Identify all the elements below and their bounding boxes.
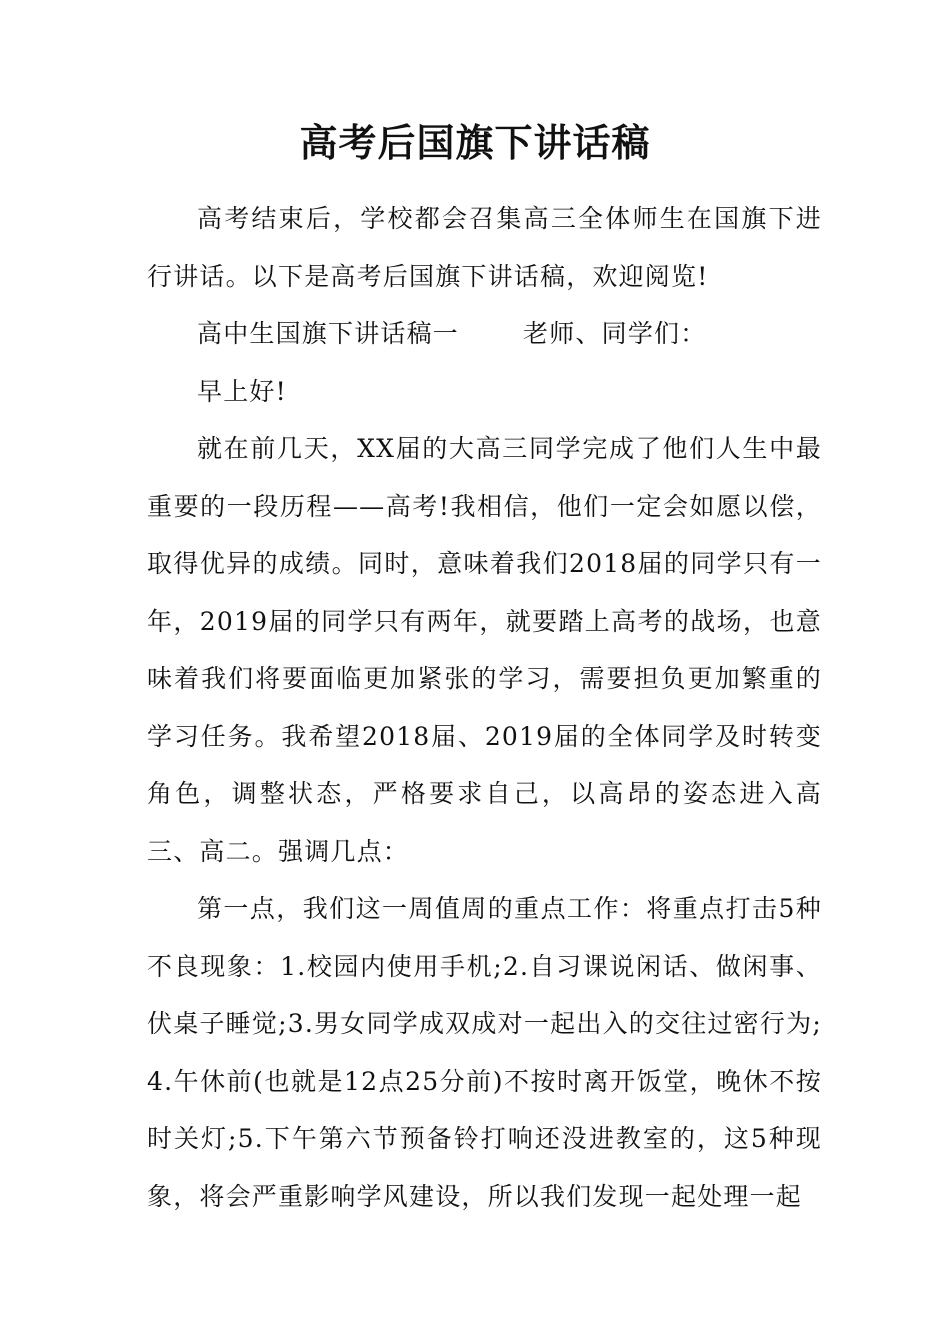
intro-paragraph: 高考结束后，学校都会召集高三全体师生在国旗下进行讲话。以下是高考后国旗下讲话稿，欢迎阅览! [147, 204, 822, 291]
heading-line [147, 305, 822, 363]
greeting-paragraph: 早上好! [197, 376, 287, 406]
document-body [147, 190, 822, 1225]
section-title: 高中生国旗下讲话稿一 [197, 319, 460, 348]
body-paragraph-1: 就在前几天，XX届的大高三同学完成了他们人生中最重要的一段历程——高考!我相信，他们一定会如愿以偿，取得优异的成绩。同时，意味着我们2018届的同学只有一年，2019届的同学只有两年，就要踏上高考的战场，也意味着我们将要面临更加紧张的学习，需要担负更加繁重的学习任务。我希望2018届、2019届的全体同学及时转变角色，调整状态，严格要求自己，以高昂的姿态进入高三、高二。强调几点： [147, 434, 822, 866]
salutation: 老师、同学们： [523, 319, 707, 348]
document-title: 高考后国旗下讲话稿 [299, 120, 651, 165]
body-paragraph-2: 第一点，我们这一周值周的重点工作：将重点打击5种不良现象：1.校园内使用手机;2.自习课说闲话、做闲事、伏桌子睡觉;3.男女同学成双成对一起出入的交往过密行为;4.午休前(也就是12点25分前)不按时离开饭堂，晚休不按时关灯;5.下午第六节预备铃打响还没进教室的，这5种现象，将会严重影响学风建设，所以我们发现一起处理一起 [147, 894, 822, 1211]
